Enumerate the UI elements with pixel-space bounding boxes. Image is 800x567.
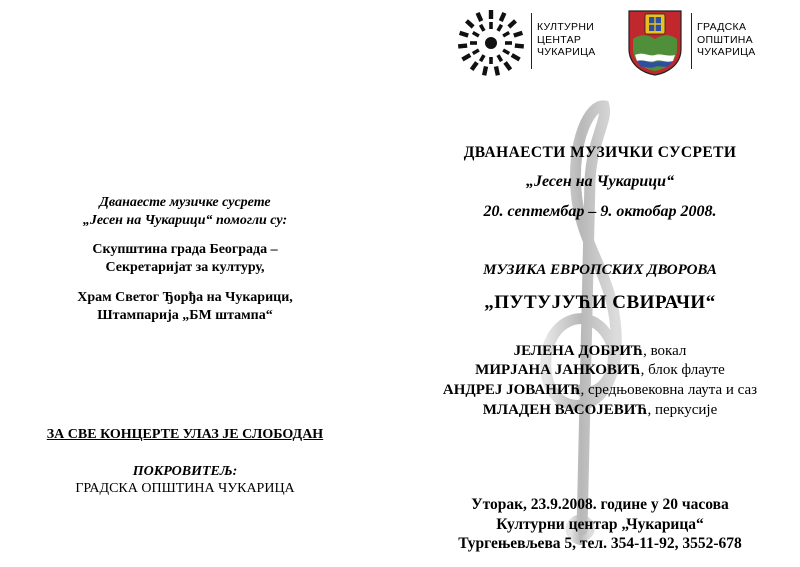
ensemble-name: „ПУТУЈУЋИ СВИРАЧИ“ (484, 292, 716, 313)
thanks-heading-line-2: „Јесен на Чукарици“ помогли су: (82, 213, 288, 228)
festival-title: ДВАНАЕСТИ МУЗИЧКИ СУСРЕТИ (463, 144, 737, 161)
logo-divider (531, 13, 532, 69)
supporter-line: Скупштина града Београда – (92, 242, 278, 257)
logo-text-line: ЧУКАРИЦА (697, 46, 756, 58)
festival-dates: 20. септембар – 9. октобар 2008. (483, 203, 717, 220)
event-date: Уторак, 23.9.2008. године у 20 часова (471, 496, 729, 513)
festival-subtitle: „Јесен на Чукарици“ (525, 173, 675, 190)
logo-text-line: ОПШТИНА (697, 33, 753, 46)
sponsor-label: ПОКРОВИТЕЉ: (132, 464, 238, 479)
performer-name: АНДРЕЈ ЈОВАНИЋ (442, 382, 581, 398)
cultural-center-logo-icon (457, 9, 525, 77)
free-entry-notice: ЗА СВЕ КОНЦЕРТЕ УЛАЗ ЈЕ СЛОБОДАН (46, 427, 324, 442)
performer-role: , блок флауте (640, 362, 725, 378)
cultural-center-logo-text (537, 21, 596, 59)
performer-name: МИРЈАНА ЈАНКОВИЋ (475, 362, 641, 378)
supporter-line: Храм Светог Ђорђа на Чукарици, (77, 290, 293, 305)
performer-name: МЛАДЕН ВАСОЈЕВИЋ (482, 402, 648, 418)
left-panel (0, 0, 370, 567)
performer-line (400, 343, 800, 360)
logo-text-line: КУЛТУРНИ (537, 21, 595, 33)
logo-divider (691, 13, 692, 69)
logo-text-line: ЦЕНТАР (537, 33, 582, 46)
municipality-logo-text (697, 21, 756, 59)
performer-name: ЈЕЛЕНА ДОБРИЋ (513, 343, 644, 359)
performer-line (400, 362, 800, 379)
program-title: МУЗИКА ЕВРОПСКИХ ДВОРОВА (483, 262, 717, 278)
supporter-line: Секретаријат за културу, (105, 260, 265, 275)
event-address: Тургењевљева 5, тел. 354-11-92, 3552-678 (458, 535, 742, 552)
event-venue: Културни центар „Чукарица“ (496, 516, 704, 533)
logo-text-line: ЧУКАРИЦА (537, 46, 596, 58)
municipality-crest-icon (627, 9, 683, 77)
performer-line (400, 382, 800, 399)
performer-role: , вокал (643, 343, 687, 359)
logo-text-line: ГРАДСКА (697, 21, 747, 33)
thanks-heading-line-1: Дванаесте музичке сусрете (99, 195, 271, 210)
sponsor-name: ГРАДСКА ОПШТИНА ЧУКАРИЦА (75, 481, 295, 496)
treble-clef-icon (520, 100, 640, 550)
supporter-line: Штампарија „БМ штампа“ (97, 308, 273, 323)
performer-role: , средњовековна лаута и саз (580, 382, 758, 398)
performer-line (400, 402, 800, 419)
performer-role: , перкусије (647, 402, 718, 418)
